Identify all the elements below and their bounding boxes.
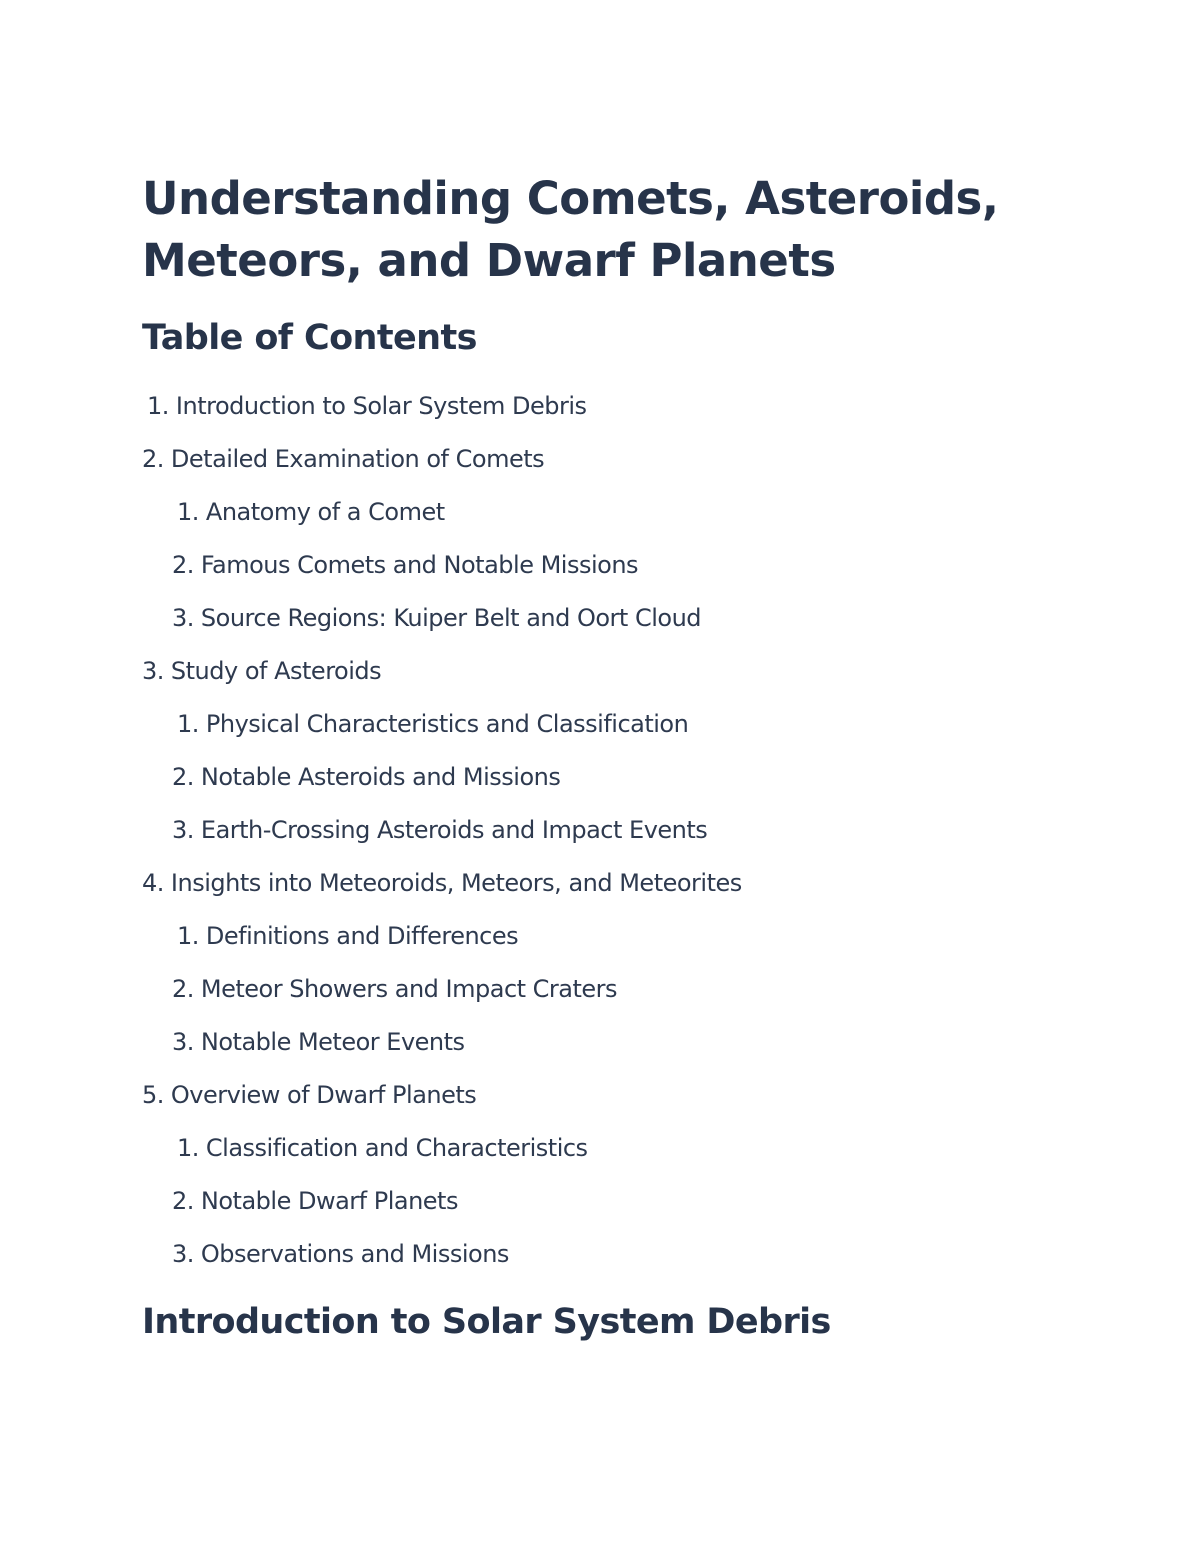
section-heading: Introduction to Solar System Debris: [142, 1302, 831, 1342]
toc-item-label: Classification and Characteristics: [205, 1134, 588, 1162]
toc-item-label: Overview of Dwarf Planets: [170, 1081, 477, 1109]
toc-subitem-notable-dwarf-planets[interactable]: [172, 1185, 458, 1217]
toc-subitem-notable-asteroids[interactable]: [172, 761, 560, 793]
toc-item-number: 2.: [172, 551, 194, 579]
toc-item-label: Source Regions: Kuiper Belt and Oort Cloud: [200, 604, 702, 632]
toc-item-meteoroids[interactable]: [142, 867, 742, 899]
toc-item-number: 1.: [147, 392, 169, 420]
toc-subitem-famous-comets[interactable]: [172, 549, 638, 581]
toc-item-number: 3.: [172, 1028, 194, 1056]
toc-item-number: 2.: [172, 1187, 194, 1215]
toc-item-label: Physical Characteristics and Classification: [205, 710, 689, 738]
toc-item-number: 2.: [142, 445, 164, 473]
toc-item-label: Meteor Showers and Impact Craters: [200, 975, 618, 1003]
toc-item-label: Detailed Examination of Comets: [170, 445, 545, 473]
toc-item-label: Definitions and Differences: [205, 922, 519, 950]
toc-item-label: Earth-Crossing Asteroids and Impact Events: [200, 816, 708, 844]
toc-item-introduction[interactable]: [147, 390, 587, 422]
toc-item-number: 3.: [142, 657, 164, 685]
toc-item-number: 3.: [172, 604, 194, 632]
toc-subitem-meteor-showers[interactable]: [172, 973, 617, 1005]
toc-subitem-observations[interactable]: [172, 1238, 509, 1270]
toc-item-label: Introduction to Solar System Debris: [175, 392, 587, 420]
toc-item-number: 2.: [172, 763, 194, 791]
toc-item-number: 1.: [177, 922, 199, 950]
toc-subitem-definitions[interactable]: [177, 920, 518, 952]
toc-item-number: 4.: [142, 869, 164, 897]
toc-heading: Table of Contents: [142, 318, 477, 358]
toc-item-label: Study of Asteroids: [170, 657, 382, 685]
toc-subitem-earth-crossing[interactable]: [172, 814, 707, 846]
toc-item-label: Famous Comets and Notable Missions: [200, 551, 639, 579]
toc-item-label: Notable Asteroids and Missions: [200, 763, 561, 791]
toc-item-label: Notable Meteor Events: [200, 1028, 465, 1056]
toc-item-label: Anatomy of a Comet: [205, 498, 445, 526]
toc-subitem-anatomy[interactable]: [177, 496, 445, 528]
toc-subitem-notable-meteor-events[interactable]: [172, 1026, 465, 1058]
toc-subitem-physical-characteristics[interactable]: [177, 708, 688, 740]
toc-item-number: 3.: [172, 1240, 194, 1268]
toc-item-number: 3.: [172, 816, 194, 844]
toc-item-comets[interactable]: [142, 443, 544, 475]
toc-item-asteroids[interactable]: [142, 655, 381, 687]
toc-item-number: 2.: [172, 975, 194, 1003]
toc-item-label: Notable Dwarf Planets: [200, 1187, 458, 1215]
toc-item-number: 1.: [177, 710, 199, 738]
toc-item-number: 1.: [177, 498, 199, 526]
toc-item-label: Insights into Meteoroids, Meteors, and Meteorites: [170, 869, 742, 897]
toc-item-label: Observations and Missions: [200, 1240, 509, 1268]
toc-subitem-source-regions[interactable]: [172, 602, 701, 634]
document-title: Understanding Comets, Asteroids, Meteors, and Dwarf Planets: [142, 172, 999, 287]
toc-item-number: 5.: [142, 1081, 164, 1109]
toc-item-number: 1.: [177, 1134, 199, 1162]
toc-item-dwarf-planets[interactable]: [142, 1079, 476, 1111]
toc-subitem-classification[interactable]: [177, 1132, 588, 1164]
